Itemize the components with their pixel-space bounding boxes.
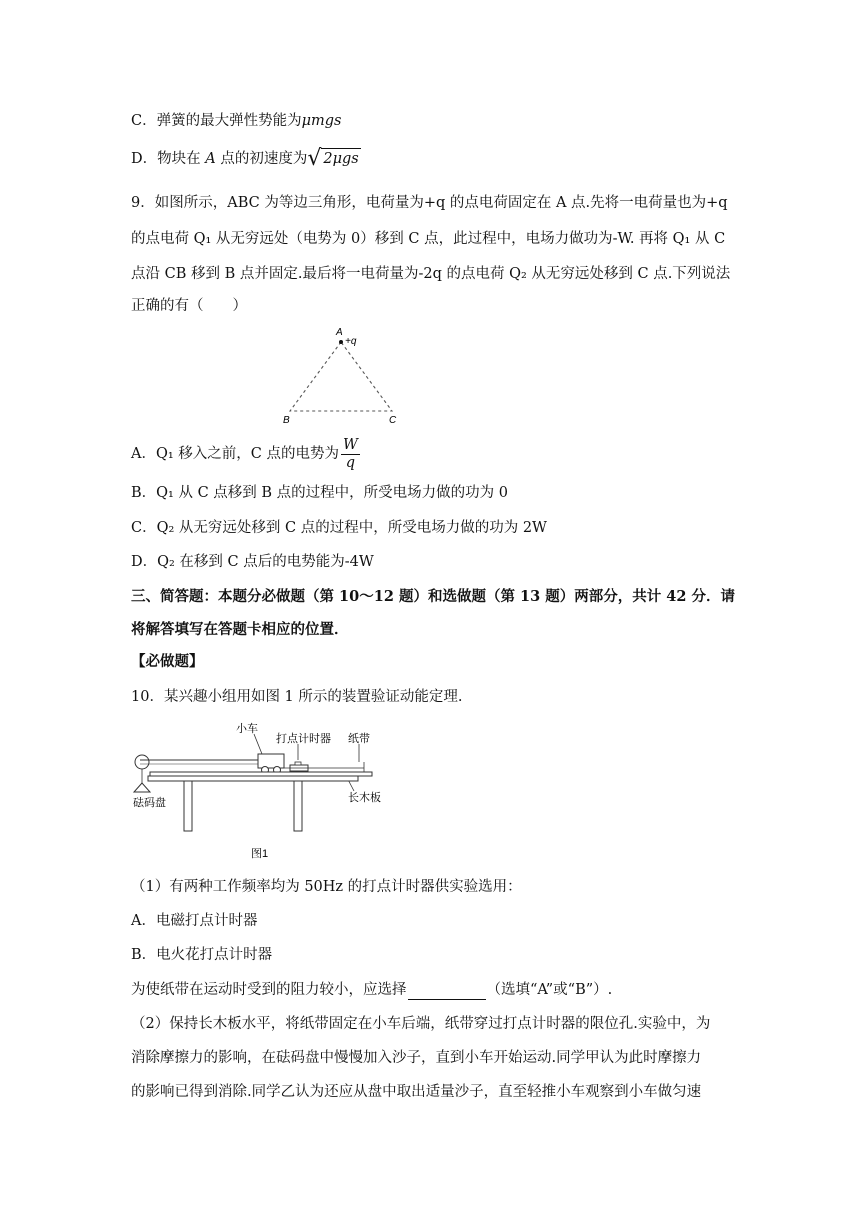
pulley bbox=[135, 755, 149, 769]
figure-caption: 图1 bbox=[251, 848, 269, 860]
q8-option-c-formula: μmgs bbox=[301, 113, 342, 129]
q9-stem-line-2: 的点电荷 Q₁ 从无穷远处（电势为 0）移到 C 点，此过程中，电场力做功为-W. 再将 Q₁ 从 C bbox=[131, 231, 726, 247]
q9-triangle-figure bbox=[270, 322, 410, 430]
q8-option-c bbox=[131, 111, 342, 131]
label-b: B bbox=[283, 415, 290, 426]
q9-stem-line-1: 9．如图所示，ABC 为等边三角形，电荷量为+q 的点电荷固定在 A 点.先将一电荷量也为+q bbox=[131, 195, 728, 211]
q9-option-c: C．Q₂ 从无穷远处移到 C 点的过程中，所受电场力做的功为 2W bbox=[131, 520, 547, 536]
triangle-abc bbox=[290, 342, 392, 411]
q10-part1: （1）有两种工作频率均为 50Hz 的打点计时器供实验选用： bbox=[131, 879, 522, 895]
label-board: 长木板 bbox=[348, 792, 381, 804]
q10-choose-suffix: （选填“A”或“B”）. bbox=[486, 982, 613, 998]
q9-option-a bbox=[131, 436, 360, 472]
q9-stem-line-4: 正确的有（ ） bbox=[131, 298, 247, 314]
q8-option-c-text: C．弹簧的最大弹性势能为 bbox=[131, 113, 302, 129]
label-tape: 纸带 bbox=[348, 733, 370, 745]
label-a: A bbox=[336, 327, 343, 338]
q9-option-a-fraction bbox=[341, 437, 360, 472]
q10-part2-line-3: 的影响已得到消除.同学乙认为还应从盘中取出适量沙子，直至轻推小车观察到小车做匀速 bbox=[131, 1084, 702, 1100]
q10-apparatus-figure bbox=[130, 720, 410, 868]
label-c: C bbox=[389, 415, 397, 426]
required-header: 【必做题】 bbox=[131, 653, 204, 670]
q10-part2-line-2: 消除摩擦力的影响，在砝码盘中慢慢加入沙子，直到小车开始运动.同学甲认为此时摩擦力 bbox=[131, 1050, 702, 1066]
charge-point-a bbox=[339, 340, 343, 344]
label-cart: 小车 bbox=[236, 723, 258, 735]
q10-part1-choose bbox=[131, 980, 612, 1000]
q10-part1-option-b: B．电火花打点计时器 bbox=[131, 947, 273, 963]
cart bbox=[258, 754, 284, 768]
label-pan: 砝码盘 bbox=[133, 797, 166, 809]
q10-stem: 10．某兴趣小组用如图 1 所示的装置验证动能定理. bbox=[131, 689, 463, 705]
q8-option-d-radicand: 2μgs bbox=[321, 148, 360, 170]
label-charge: +q bbox=[345, 336, 357, 347]
q9-option-a-text: A．Q₁ 移入之前，C 点的电势为 bbox=[131, 446, 339, 462]
label-timer: 打点计时器 bbox=[276, 733, 331, 745]
q9-option-d: D．Q₂ 在移到 C 点后的电势能为-4W bbox=[131, 554, 374, 570]
fraction-numerator: W bbox=[342, 436, 358, 453]
q10-choose-prefix: 为使纸带在运动时受到的阻力较小，应选择 bbox=[131, 982, 407, 998]
q10-part1-option-a: A．电磁打点计时器 bbox=[131, 913, 258, 929]
q8-option-d-text: D．物块在 bbox=[131, 151, 206, 167]
q8-option-d-point: A bbox=[205, 151, 216, 167]
weight-pan bbox=[134, 783, 150, 792]
q8-option-d-sqrt: √ 2μgs bbox=[307, 146, 359, 171]
q9-stem-line-3: 点沿 CB 移到 B 点并固定.最后将一电荷量为-2q 的点电荷 Q₂ 从无穷远处移到 C 点.下列说法 bbox=[131, 266, 731, 282]
q10-part2-line-1: （2）保持长木板水平，将纸带固定在小车后端，纸带穿过打点计时器的限位孔.实验中，为 bbox=[131, 1016, 711, 1032]
answer-blank[interactable] bbox=[408, 983, 486, 1000]
section3-title-line-2: 将解答填写在答题卡相应的位置． bbox=[131, 621, 349, 638]
fraction-denominator: q bbox=[345, 454, 356, 471]
q9-option-b: B．Q₁ 从 C 点移到 B 点的过程中，所受电场力做的功为 0 bbox=[131, 485, 508, 501]
long-board bbox=[150, 772, 372, 776]
table-top bbox=[148, 776, 358, 781]
section3-title-line-1: 三、简答题：本题分必做题（第 10～12 题）和选做题（第 13 题）两部分，共计 42 分．请 bbox=[131, 588, 735, 605]
q8-option-d-mid: 点的初速度为 bbox=[215, 151, 308, 167]
q8-option-d bbox=[131, 148, 361, 170]
